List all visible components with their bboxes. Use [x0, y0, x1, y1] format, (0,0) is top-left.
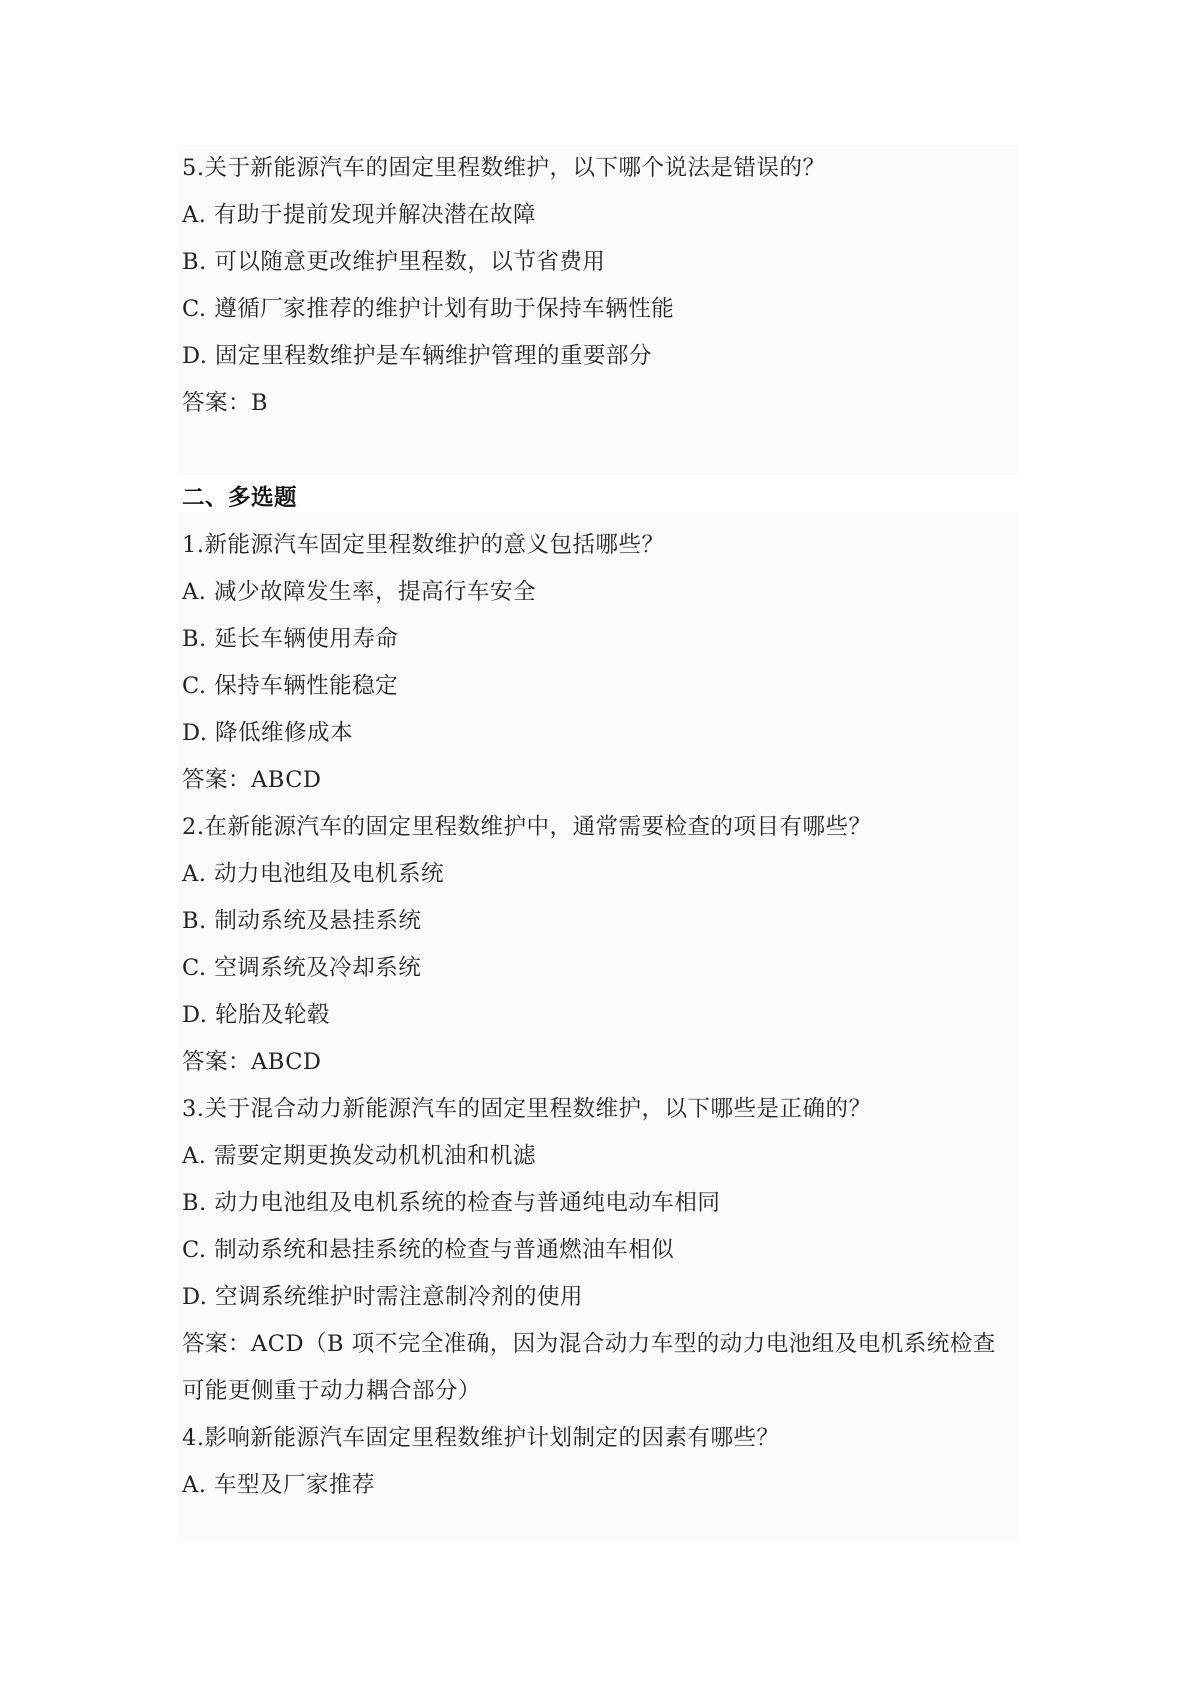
option-a: A. 车型及厂家推荐: [182, 1472, 376, 1498]
answer-text: 答案：ABCD: [182, 1049, 322, 1075]
question-text: 5.关于新能源汽车的固定里程数维护，以下哪个说法是错误的？: [182, 155, 826, 181]
option-a: A. 需要定期更换发动机机油和机滤: [182, 1143, 537, 1169]
option-b: B. 制动系统及悬挂系统: [182, 908, 422, 934]
option-c: C. 保持车辆性能稳定: [182, 673, 399, 699]
question-text: 1.新能源汽车固定里程数维护的意义包括哪些？: [182, 532, 665, 558]
question-text: 2.在新能源汽车的固定里程数维护中，通常需要检查的项目有哪些？: [182, 814, 872, 840]
option-d: D. 轮胎及轮毂: [182, 1002, 331, 1028]
option-a: A. 减少故障发生率，提高行车安全: [182, 579, 537, 605]
question-text: 4.影响新能源汽车固定里程数维护计划制定的因素有哪些？: [182, 1425, 780, 1451]
option-d: D. 固定里程数维护是车辆维护管理的重要部分: [182, 343, 653, 369]
answer-text: 答案：ABCD: [182, 767, 322, 793]
option-a: A. 有助于提前发现并解决潜在故障: [182, 202, 537, 228]
option-b: B. 动力电池组及电机系统的检查与普通纯电动车相同: [182, 1190, 721, 1216]
answer-text-continued: 可能更侧重于动力耦合部分）: [182, 1378, 482, 1404]
option-b: B. 可以随意更改维护里程数，以节省费用: [182, 249, 606, 275]
option-c: C. 制动系统和悬挂系统的检查与普通燃油车相似: [182, 1237, 675, 1263]
option-b: B. 延长车辆使用寿命: [182, 626, 399, 652]
option-c: C. 空调系统及冷却系统: [182, 955, 422, 981]
option-d: D. 降低维修成本: [182, 720, 354, 746]
question-text: 3.关于混合动力新能源汽车的固定里程数维护，以下哪些是正确的？: [182, 1096, 872, 1122]
option-d: D. 空调系统维护时需注意制冷剂的使用: [182, 1284, 584, 1310]
option-a: A. 动力电池组及电机系统: [182, 861, 445, 887]
answer-text: 答案：B: [182, 390, 269, 416]
option-c: C. 遵循厂家推荐的维护计划有助于保持车辆性能: [182, 296, 675, 322]
section-heading: 二、多选题: [182, 485, 298, 511]
answer-text: 答案：ACD（B 项不完全准确，因为混合动力车型的动力电池组及电机系统检查: [182, 1331, 996, 1357]
